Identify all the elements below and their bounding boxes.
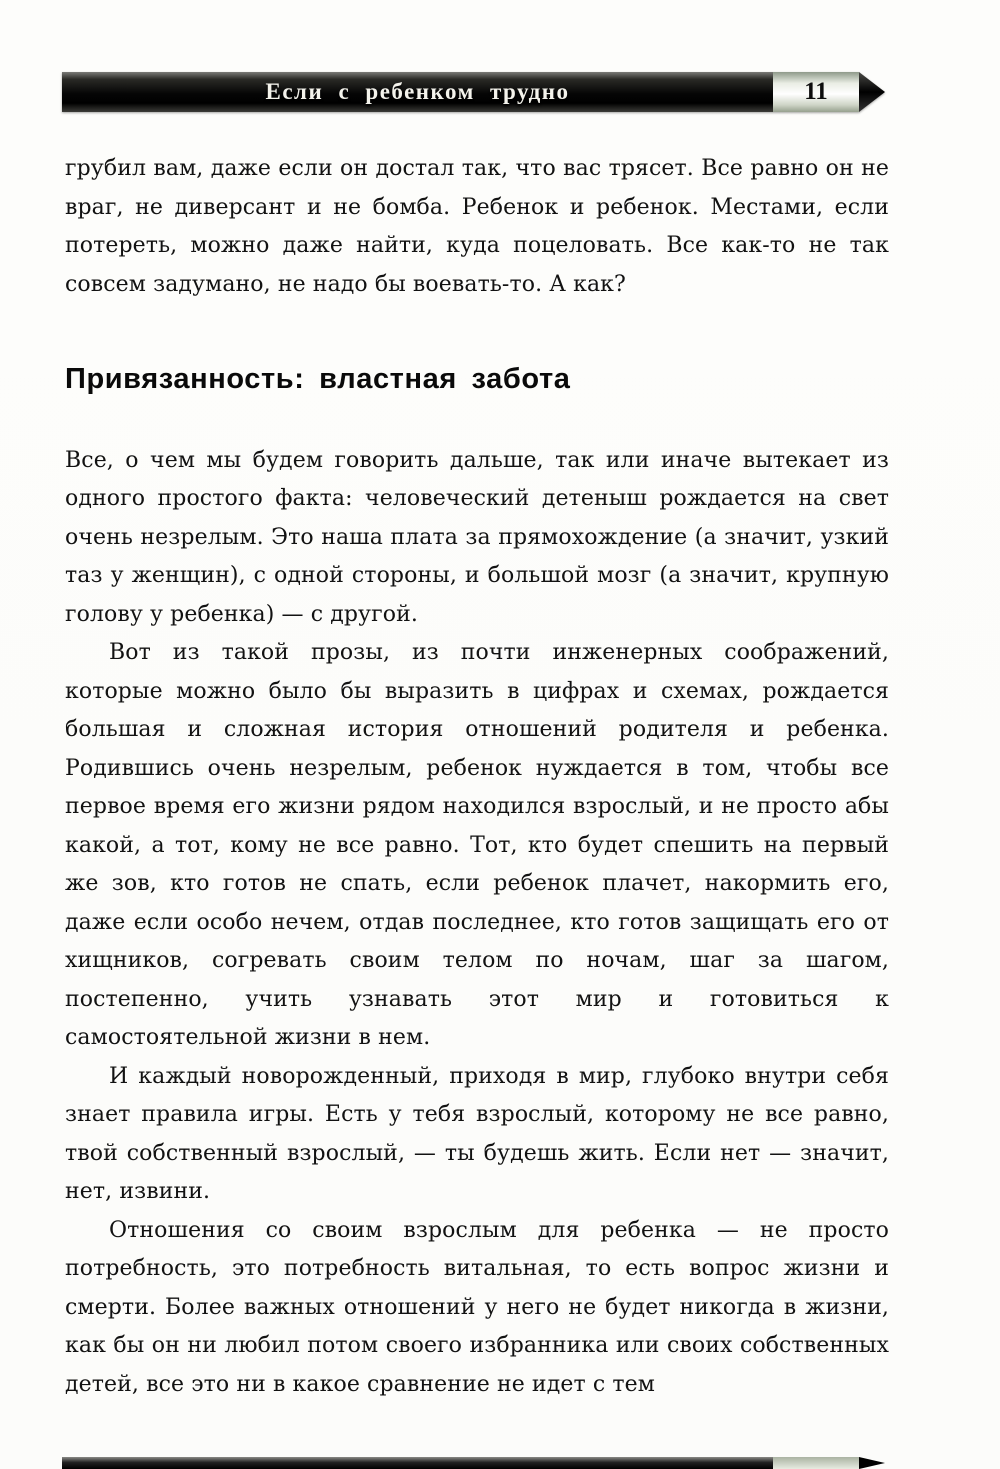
footer-band-dark <box>62 1457 773 1469</box>
body-paragraph: Вот из такой прозы, из почти инженерных соображений, которые можно было бы выразить в цифрах и схемах, рождается большая и сложная история отношений родителя и ребенка. Родившись очень незрелым, ребенок нуждается в том, чтобы все первое время его жизни рядом находился взрослый, и не просто абы какой, а тот, кому не все равно. Тот, кто будет спешить на первый же зов, кто готов не спать, если ребенок плачет, накормить его, даже если особо нечем, отдав последнее, кто готов защищать его от хищников, согревать своим телом по ночам, шаг за шагом, постепенно, учить узнавать этот мир и готовиться к самостоятельной жизни в нем. <box>65 640 889 1051</box>
footer-arrow-icon <box>859 1457 885 1469</box>
footer-band <box>62 1457 885 1469</box>
section-heading: Привязанность: властная забота <box>65 363 571 395</box>
body-paragraph: И каждый новорожденный, приходя в мир, глубоко внутри себя знает правила игры. Есть у тебя взрослый, которому не все равно, твой собственный взрослый, — ты будешь жить. Если нет — значит, нет, извини. <box>65 1063 889 1205</box>
page-number-box <box>773 72 859 112</box>
band-arrow-icon <box>859 72 885 112</box>
body-paragraph: Отношения со своим взрослым для ребенка — не просто потребность, это потребность витальная, то есть вопрос жизни и смерти. Более важных отношений у него не будет никогда в жизни, как бы он ни любил потом своего избранника или своих собственных детей, все это ни в какое сравнение не идет с тем <box>65 1217 889 1397</box>
body-paragraph: Все, о чем мы будем говорить дальше, так или иначе вытекает из одного простого факта: человеческий детеныш рождается на свет очень незрелым. Это наша плата за прямохождение (а значит, узкий таз у женщин), с одной стороны, и большой мозг (а значит, крупную голову у ребенка) — с другой. <box>65 447 889 627</box>
intro-paragraph: грубил вам, даже если он достал так, что вас трясет. Все равно он не враг, не диверсант и не бомба. Ребенок и ребенок. Местами, если потереть, можно даже найти, куда поцеловать. Все как-то не так совсем задумано, не надо бы воевать-то. А как? <box>65 156 889 297</box>
footer-band-light <box>773 1457 859 1469</box>
running-title: Если с ребенком трудно <box>265 79 570 104</box>
page-content <box>65 150 889 1404</box>
running-title-area <box>62 72 773 112</box>
page-header-band <box>62 72 885 112</box>
page-number: 11 <box>804 78 828 105</box>
